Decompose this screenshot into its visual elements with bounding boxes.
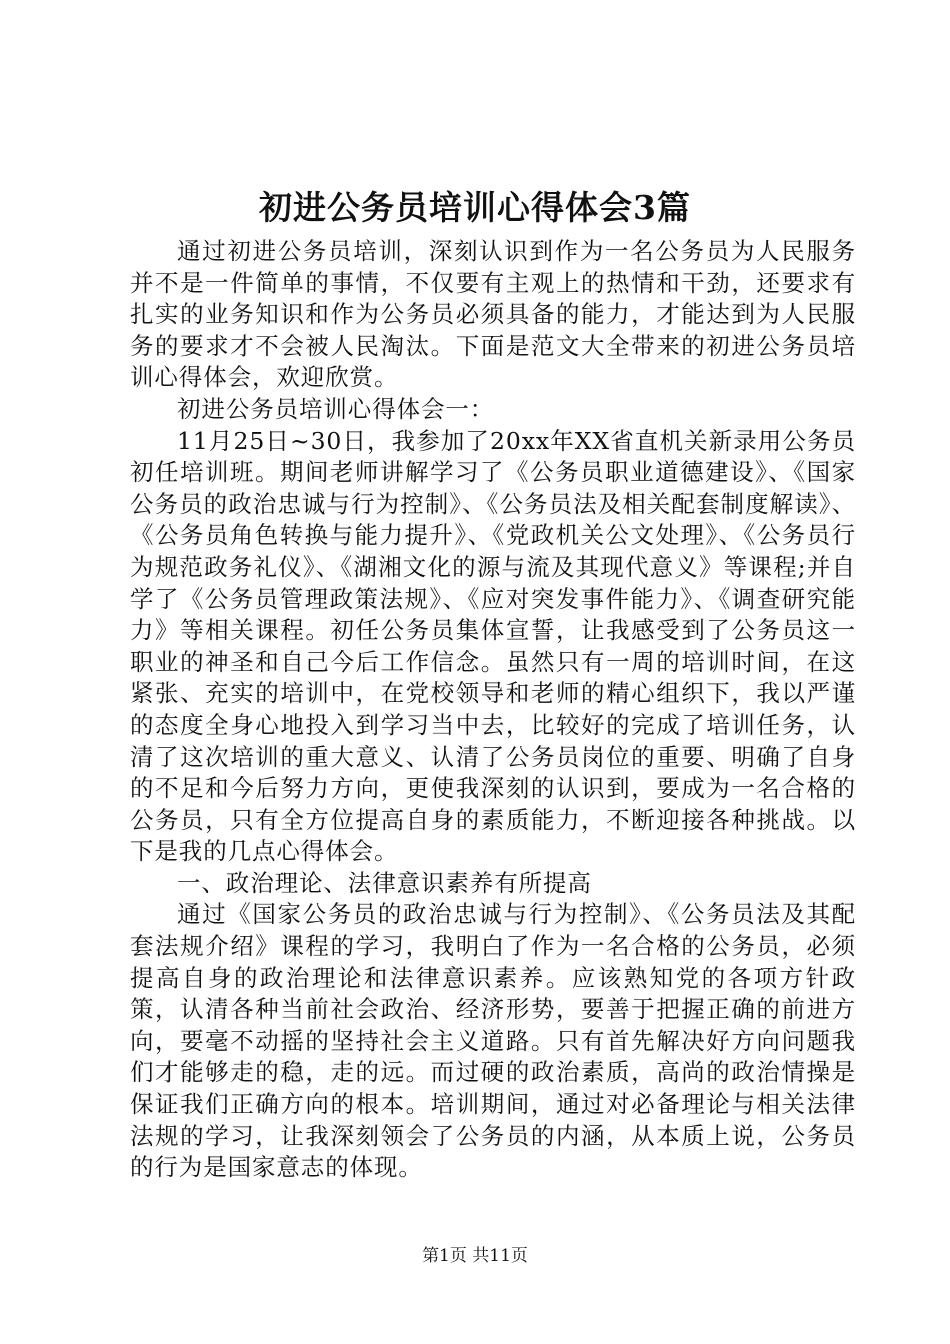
- document-body: [130, 236, 856, 1184]
- training-experience-paragraph: 11月25日~30日，我参加了20xx年XX省直机关新录用公务员初任培训班。期间老师讲解学习了《公务员职业道德建设》、《国家公务员的政治忠诚与行为控制》、《公务员法及相关配套制度解读》、《公务员角色转换与能力提升》、《党政机关公文处理》、《公务员行为规范政务礼仪》、《湖湘文化的源与流及其现代意义》等课程;并自学了《公务员管理政策法规》、《应对突发事件能力》、《调查研究能力》等相关课程。初任公务员集体宣誓，让我感受到了公务员这一职业的神圣和自己今后工作信念。虽然只有一周的培训时间，在这紧张、充实的培训中，在党校领导和老师的精心组织下，我以严谨的态度全身心地投入到学习当中去，比较好的完成了培训任务，认清了这次培训的重大意义、认清了公务员岗位的重要、明确了自身的不足和今后努力方向，更使我深刻的认识到，要成为一名合格的公务员，只有全方位提高自身的素质能力，不断迎接各种挑战。以下是我的几点心得体会。: [130, 426, 856, 866]
- intro-paragraph: 通过初进公务员培训，深刻认识到作为一名公务员为人民服务并不是一件简单的事情，不仅要有主观上的热情和干劲，还要求有扎实的业务知识和作为公务员必须具备的能力，才能达到为人民服务的要求才不会被人民淘汰。下面是范文大全带来的初进公务员培训心得体会，欢迎欣赏。: [130, 237, 856, 392]
- subheading-political-theory: 一、政治理论、法律意识素养有所提高: [177, 868, 592, 897]
- section-heading-part-one: 初进公务员培训心得体会一：: [177, 394, 495, 423]
- document-title: 初进公务员培训心得体会3篇: [259, 188, 691, 227]
- political-theory-paragraph: 通过《国家公务员的政治忠诚与行为控制》、《公务员法及其配套法规介绍》课程的学习，我明白了作为一名合格的公务员，必须提高自身的政治理论和法律意识素养。应该熟知党的各项方针政策，认清各种当前社会政治、经济形势，要善于把握正确的前进方向，要毫不动摇的坚持社会主义道路。只有首先解决好方向问题我们才能够走的稳，走的远。而过硬的政治素质，高尚的政治情操是保证我们正确方向的根本。培训期间，通过对必备理论与相关法律法规的学习，让我深刻领会了公务员的内涵，从本质上说，公务员的行为是国家意志的体现。: [130, 900, 856, 1182]
- page-number-footer: 第1页 共11页: [422, 1246, 528, 1266]
